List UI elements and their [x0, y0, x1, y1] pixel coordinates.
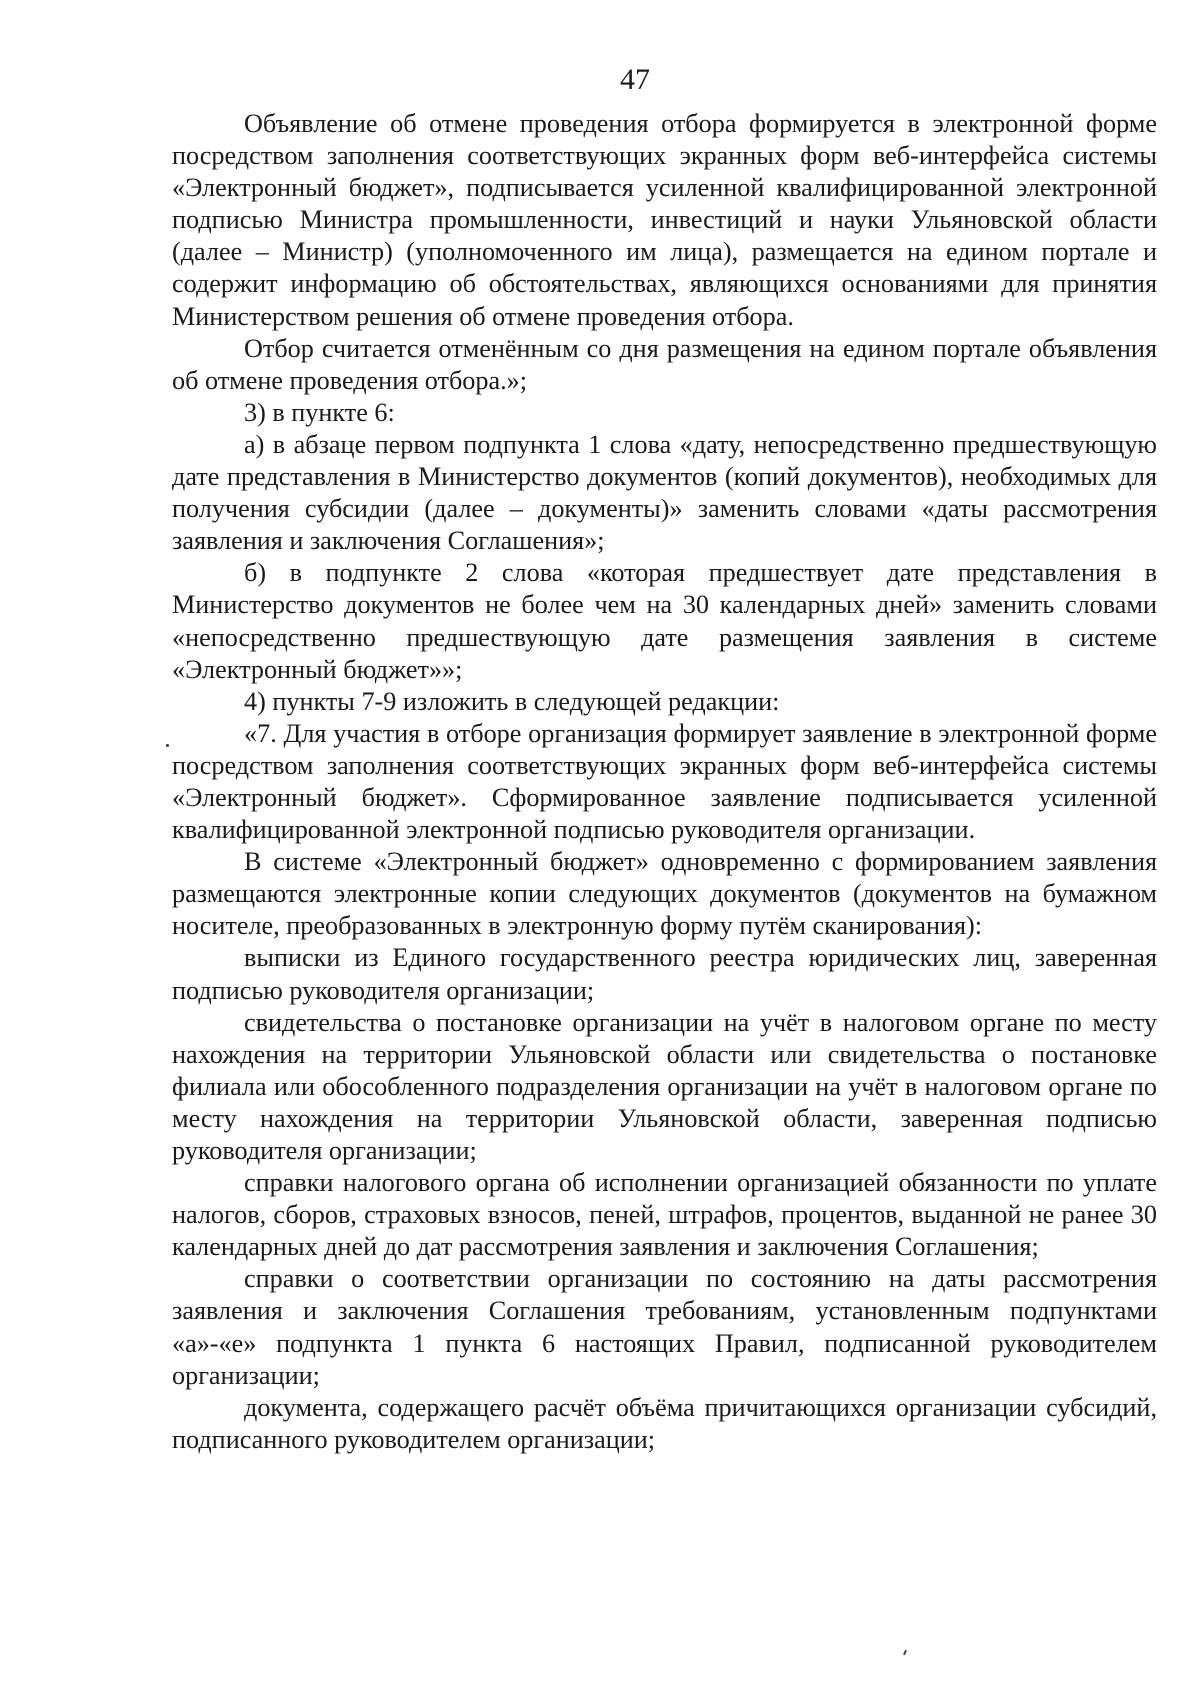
- paragraph: «7. Для участия в отборе организация формирует заявление в электронной форме посредством заполнения соответствующих экранных форм веб-интерфейса системы «Электронный бюджет». Сформированное заявление подписывается усиленной квалифицированной электронной подписью руководителя организации.: [172, 718, 1157, 845]
- paragraph: выписки из Единого государственного реестра юридических лиц, заверенная подписью руководителя организации;: [172, 943, 1157, 1005]
- paragraph: 4) пункты 7-9 изложить в следующей редакции:: [244, 686, 780, 716]
- paragraph: справки налогового органа об исполнении организацией обязанности по уплате налогов, сборов, страховых взносов, пеней, штрафов, процентов, выданной не ранее 30 календарных дней до дат рассмотрения заявления и заключения Соглашения;: [172, 1168, 1157, 1262]
- paragraph: б) в подпункте 2 слова «которая предшествует дате представления в Министерство документов не более чем на 30 календарных дней» заменить словами «непосредственно предшествующую дате размещения заявления в системе «Электронный бюджет»»;: [172, 558, 1157, 684]
- page-number: [0, 62, 1200, 98]
- paragraph: свидетельства о постановке организации на учёт в налоговом органе по месту нахождения на территории Ульяновской области или свидетельства о постановке филиала или обособленного подразделения организации на учёт в налоговом органе по месту нахождения на территории Ульяновской области, заверенная подписью руководителя организации;: [172, 1007, 1157, 1165]
- paragraph: Отбор считается отменённым со дня размещения на едином портале объявления об отмене проведения отбора.»;: [172, 333, 1157, 395]
- paragraph: В системе «Электронный бюджет» одновременно с формированием заявления размещаются электронные копии следующих документов (документов на бумажном носителе, преобразованных в электронную форму путём сканирования):: [172, 847, 1157, 941]
- paragraph: справки о соответствии организации по состоянию на даты рассмотрения заявления и заключения Соглашения требованиям, установленным подпунктами «а»-«е» подпункта 1 пункта 6 настоящих Правил, подписанной руководителем организации;: [172, 1264, 1157, 1390]
- page-number-text: 47: [620, 63, 650, 96]
- paragraph: Объявление об отмене проведения отбора формируется в электронной форме посредством заполнения соответствующих экранных форм веб-интерфейса системы «Электронный бюджет», подписывается усиленной квалифицированной электронной подписью Министра промышленности, инвестиций и науки Ульяновской области (далее – Министр) (уполномоченного им лица), размещается на едином портале и содержит информацию об обстоятельствах, являющихся основаниями для принятия Министерством решения об отмене проведения отбора.: [172, 109, 1157, 331]
- paragraph: а) в абзаце первом подпункта 1 слова «дату, непосредственно предшествующую дате представления в Министерство документов (копий документов), необходимых для получения субсидии (далее – документы)» заменить словами «даты рассмотрения заявления и заключения Соглашения»;: [172, 429, 1157, 556]
- paragraph: документа, содержащего расчёт объёма причитающихся организации субсидий, подписанного руководителем организации;: [172, 1392, 1157, 1454]
- paragraph: 3) в пункте 6:: [244, 397, 395, 427]
- document-body: [172, 108, 1157, 1456]
- scan-speck: [166, 744, 169, 747]
- scan-speck: [903, 1650, 907, 1655]
